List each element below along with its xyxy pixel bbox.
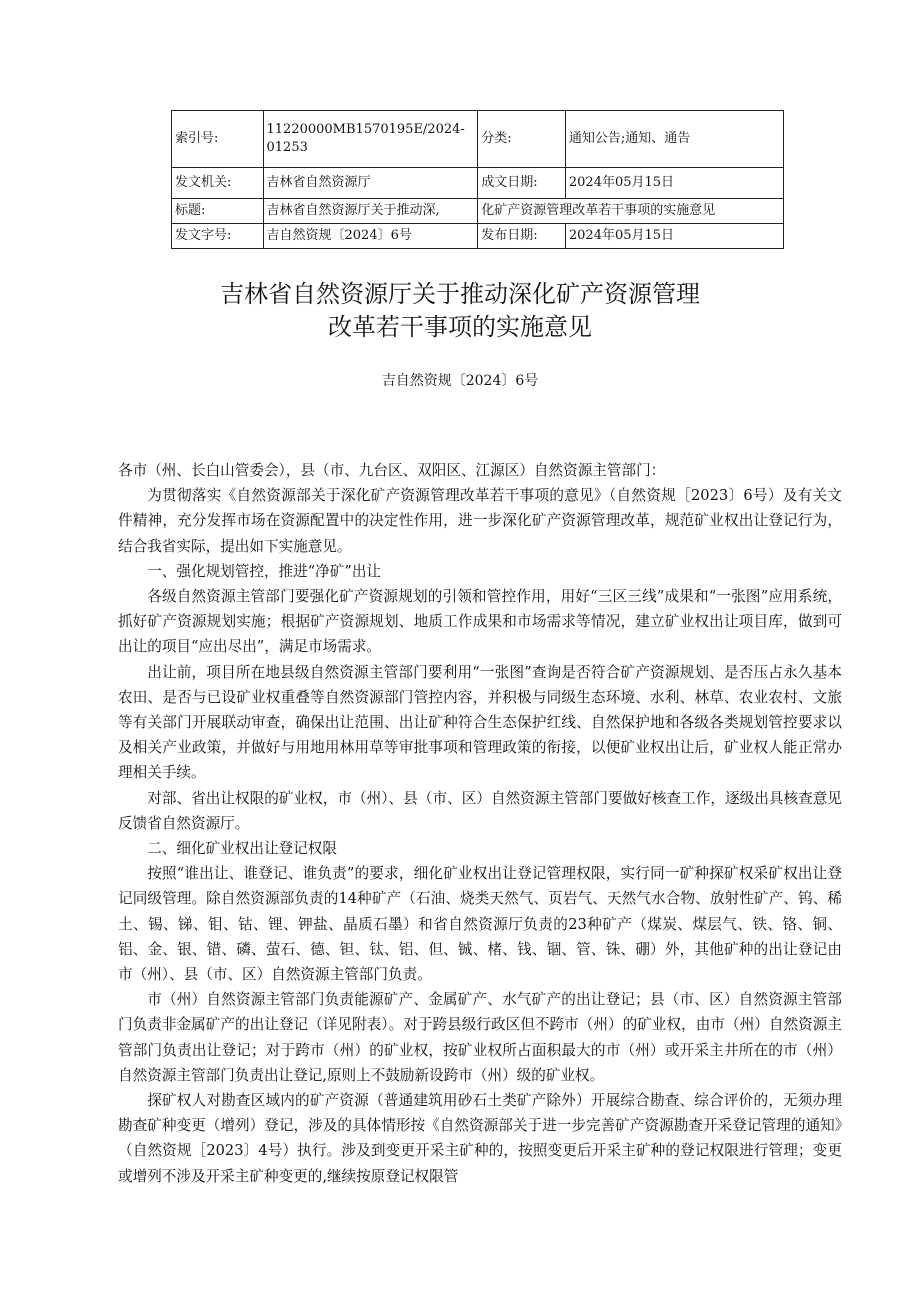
category-value: 通知公告;通知、通告 xyxy=(565,111,783,168)
salutation: 各市（州、长白山管委会），县（市、九台区、双阳区、江源区）自然资源主管部门： xyxy=(118,462,666,479)
section-heading-2: 二、细化矿业权出让登记权限 xyxy=(147,840,337,858)
document-number: 吉自然资规〔2024〕6号 xyxy=(381,373,539,389)
paragraph: 市（州）自然资源主管部门负责能源矿产、金属矿产、水气矿产的出让登记；县（市、区）自然资源主管部门负责非金属矿产的出让登记（详见附表）。对于跨县级行政区但不跨市（州）的矿业权，由市（州）自然资源主管部门负责出让登记；对于跨市（州）的矿业权，按矿业权所占面积最大的市（州）或开采主井所在的市（州）自然资源主管部门负责出让登记,原则上不鼓励新设跨市（州）级的矿业权。 xyxy=(118,991,842,1084)
issuer-label: 发文机关: xyxy=(172,168,264,199)
index-value: 11220000MB1570195E/2024-01253 xyxy=(263,111,478,168)
paragraph: 对部、省出让权限的矿业权，市（州）、县（市、区）自然资源主管部门要做好核查工作，逐级出具核查意见反馈省自然资源厅。 xyxy=(118,789,842,832)
issuer-value: 吉林省自然资源厅 xyxy=(263,168,478,199)
publish-date-label: 发布日期: xyxy=(478,224,566,249)
title-label: 标题: xyxy=(172,199,264,224)
document-title xyxy=(0,278,920,344)
paragraph: 出让前，项目所在地县级自然资源主管部门要利用“一张图”查询是否符合矿产资源规划、是否压占永久基本农田、是否与已设矿业权重叠等自然资源部门管控内容，并积极与同级生态环境、水利、林草、农业农村、文旅等有关部门开展联动审查，确保出让范围、出让矿种符合生态保护红线、自然保护地和各级各类规划管控要求以及相关产业政策，并做好与用地用林用草等审批事项和管理政策的衔接，以便矿业权出让后，矿业权人能正常办理相关手续。 xyxy=(118,663,842,782)
paragraph: 为贯彻落实《自然资源部关于深化矿产资源管理改革若干事项的意见》（自然资规［2023〕6号）及有关文件精神，充分发挥市场在资源配置中的决定性作用，进一步深化矿产资源管理改革，规范矿业权出让登记行为，结合我省实际，提出如下实施意见。 xyxy=(118,487,842,555)
written-date-label: 成文日期: xyxy=(478,168,566,199)
section-heading-1: 一、强化规划管控，推进“净矿”出让 xyxy=(147,562,382,580)
paragraph: 按照“谁出让、谁登记、谁负责”的要求，细化矿业权出让登记管理权限，实行同一矿种探矿权采矿权出让登记同级管理。除自然资源部负责的14种矿产（石油、烧类天然气、页岩气、天然气水合物、放射性矿产、钨、稀土、锡、锑、钼、钴、锂、钾盐、晶质石墨）和省自然资源厅负责的23种矿产（煤炭、煤层气、铁、铬、铜、铝、金、银、错、磷、萤石、德、钽、钛、铝、但、铖、楮、钱、锢、管、铢、硼）外，其他矿种的出让登记由市（州）、县（市、区）自然资源主管部门负责。 xyxy=(118,865,842,984)
metadata-table xyxy=(171,110,784,249)
title-line-2: 改革若干事项的实施意见 xyxy=(328,313,592,341)
doc-number-value: 吉自然资规〔2024〕6号 xyxy=(263,224,478,249)
paragraph: 各级自然资源主管部门要强化矿产资源规划的引领和管控作用，用好“三区三线”成果和“一张图”应用系统，抓好矿产资源规划实施；根据矿产资源规划、地质工作成果和市场需求等情况，建立矿业权出让项目库，做到可出让的项目“应出尽出”，满足市场需求。 xyxy=(118,588,842,656)
paragraph: 探矿权人对勘查区域内的矿产资源（普通建筑用砂石土类矿产除外）开展综合勘查、综合评价的，无须办理勘查矿种变更（增列）登记，涉及的具体情形按《自然资源部关于进一步完善矿产资源勘查开采登记管理的通知》（自然资规［2023〕4号）执行。涉及到变更开采主矿种的，按照变更后开采主矿种的登记权限进行管理；变更或增列不涉及开采主矿种变更的,继续按原登记权限管 xyxy=(118,1092,842,1185)
title-line-1: 吉林省自然资源厅关于推动深化矿产资源管理 xyxy=(220,280,700,308)
category-label: 分类: xyxy=(478,111,566,168)
document-body xyxy=(118,458,842,1189)
index-label: 索引号: xyxy=(172,111,264,168)
publish-date-value: 2024年05月15日 xyxy=(565,224,783,249)
title-value-part1: 吉林省自然资源厅关于推动深, xyxy=(263,199,478,224)
doc-number-label: 发文字号: xyxy=(172,224,264,249)
written-date-value: 2024年05月15日 xyxy=(565,168,783,199)
title-value-part2: 化矿产资源管理改革若干事项的实施意见 xyxy=(478,199,784,224)
